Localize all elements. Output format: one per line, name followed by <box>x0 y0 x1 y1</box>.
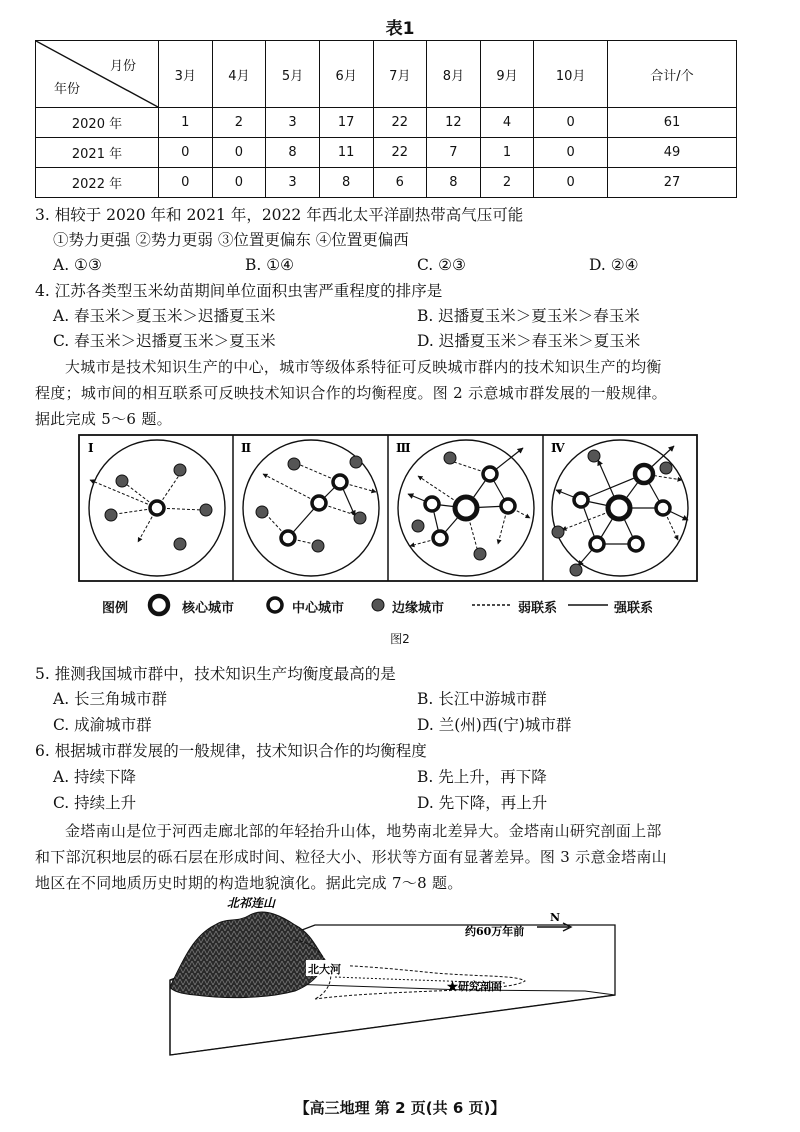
row-year: 2021 年 <box>36 138 159 168</box>
q6-option-d: D. 先下降，再上升 <box>417 794 548 812</box>
river-label: 北大河 <box>308 963 341 976</box>
diagonal-header-cell <box>36 41 159 108</box>
q5-option-d: D. 兰(州)西(宁)城市群 <box>417 716 572 734</box>
legend-strong: 强联系 <box>614 601 654 616</box>
mountain-label: 北祁连山 <box>227 896 276 910</box>
panel-label: I <box>88 441 94 455</box>
col-header: 3月 <box>159 41 213 108</box>
col-header: 7月 <box>373 41 427 108</box>
col-header: 4月 <box>212 41 266 108</box>
q3-stem: 3. 相较于 2020 年和 2021 年，2022 年西北太平洋副热带高气压可能 <box>35 206 524 224</box>
q4-option-c: C. 春玉米＞迟播夏玉米＞夏玉米 <box>53 332 276 350</box>
cell: 0 <box>534 138 608 168</box>
edge-city-icon <box>370 597 386 613</box>
passage1-line3: 据此完成 5～6 题。 <box>35 410 172 428</box>
cell: 4 <box>480 108 534 138</box>
cell: 22 <box>373 138 427 168</box>
legend-edge: 边缘城市 <box>392 601 445 616</box>
page-footer: 【高三地理 第 2 页(共 6 页)】 <box>294 1099 506 1117</box>
cell: 0 <box>534 108 608 138</box>
mountain-shape <box>170 912 324 998</box>
diagonal-line <box>36 41 158 107</box>
panel-label: Ⅳ <box>551 441 565 455</box>
cell: 0 <box>159 138 213 168</box>
table-row <box>36 138 737 168</box>
north-label: N <box>550 911 561 924</box>
table-row <box>36 168 737 198</box>
passage1-line2: 程度；城市间的相互联系可反映技术知识合作的均衡程度。图 2 示意城市群发展的一般规律。 <box>35 384 667 402</box>
q5-stem: 5. 推测我国城市群中，技术知识生产均衡度最高的是 <box>35 665 396 683</box>
table-title: 表1 <box>385 19 415 39</box>
passage2-line3: 地区在不同地质历史时期的构造地貌演化。据此完成 7～8 题。 <box>35 874 463 892</box>
q6-option-c: C. 持续上升 <box>53 794 137 812</box>
legend-weak: 弱联系 <box>518 601 558 616</box>
figure3-block-diagram <box>165 895 645 1085</box>
col-header: 8月 <box>427 41 481 108</box>
core-city-icon <box>146 592 172 618</box>
header-month: 月份 <box>109 59 136 74</box>
cell: 1 <box>480 138 534 168</box>
header-year: 年份 <box>54 82 81 97</box>
cell: 17 <box>319 108 373 138</box>
q4-option-a: A. 春玉米＞夏玉米＞迟播夏玉米 <box>53 307 276 325</box>
cell: 0 <box>534 168 608 198</box>
cell: 2 <box>212 108 266 138</box>
q3-option-b: B. ①④ <box>245 256 295 274</box>
col-header: 9月 <box>480 41 534 108</box>
cell: 8 <box>266 138 320 168</box>
cell: 8 <box>427 168 481 198</box>
q5-option-b: B. 长江中游城市群 <box>417 690 547 708</box>
passage2-line2: 和下部沉积地层的砾石层在形成时间、粒径大小、形状等方面有显著差异。图 3 示意金塔南山 <box>35 848 667 866</box>
cell: 3 <box>266 108 320 138</box>
data-table <box>35 40 737 198</box>
q3-option-c: C. ②③ <box>417 256 466 274</box>
col-header: 6月 <box>319 41 373 108</box>
figure2-legend <box>102 592 722 618</box>
passage2-line1: 金塔南山是位于河西走廊北部的年轻抬升山体，地势南北差异大。金塔南山研究剖面上部 <box>65 822 662 840</box>
legend-center: 中心城市 <box>292 601 345 616</box>
row-year: 2020 年 <box>36 108 159 138</box>
cell: 0 <box>212 138 266 168</box>
panel-label: Ⅱ <box>241 441 252 455</box>
q3-option-d: D. ②④ <box>589 256 639 274</box>
cell: 7 <box>427 138 481 168</box>
cell: 1 <box>159 108 213 138</box>
legend-core: 核心城市 <box>182 601 235 616</box>
q6-stem: 6. 根据城市群发展的一般规律，技术知识合作的均衡程度 <box>35 742 427 760</box>
col-header: 合计/个 <box>608 41 737 108</box>
passage1-line1: 大城市是技术知识生产的中心，城市等级体系特征可反映城市群内的技术知识生产的均衡 <box>65 358 662 376</box>
q4-stem: 4. 江苏各类型玉米幼苗期间单位面积虫害严重程度的排序是 <box>35 282 443 300</box>
cell: 3 <box>266 168 320 198</box>
table-header-row <box>36 41 737 108</box>
cell: 6 <box>373 168 427 198</box>
col-header: 5月 <box>266 41 320 108</box>
cell: 2 <box>480 168 534 198</box>
weak-link-icon <box>472 602 512 608</box>
cell: 22 <box>373 108 427 138</box>
cell: 61 <box>608 108 737 138</box>
q3-statements: ①势力更强 ②势力更弱 ③位置更偏东 ④位置更偏西 <box>53 231 409 249</box>
q6-option-a: A. 持续下降 <box>53 768 137 786</box>
cell: 11 <box>319 138 373 168</box>
q4-option-b: B. 迟播夏玉米＞夏玉米＞春玉米 <box>417 307 640 325</box>
col-header: 10月 <box>534 41 608 108</box>
figure2-caption: 图2 <box>390 632 410 646</box>
strong-link-icon <box>568 602 608 608</box>
cell: 12 <box>427 108 481 138</box>
q6-option-b: B. 先上升，再下降 <box>417 768 547 786</box>
q3-option-a: A. ①③ <box>53 256 102 274</box>
figure2-city-network <box>78 434 698 582</box>
q5-option-a: A. 长三角城市群 <box>53 690 168 708</box>
row-year: 2022 年 <box>36 168 159 198</box>
cell: 49 <box>608 138 737 168</box>
table-row <box>36 108 737 138</box>
q4-option-d: D. 迟播夏玉米＞春玉米＞夏玉米 <box>417 332 641 350</box>
q5-option-c: C. 成渝城市群 <box>53 716 152 734</box>
time-label: 约60万年前 <box>465 925 525 938</box>
cell: 27 <box>608 168 737 198</box>
panel-label: Ⅲ <box>396 441 411 455</box>
center-city-icon <box>264 594 286 616</box>
cell: 0 <box>159 168 213 198</box>
legend-title: 图例 <box>102 601 129 616</box>
section-label: ★研究剖面 <box>447 980 502 993</box>
cell: 8 <box>319 168 373 198</box>
cell: 0 <box>212 168 266 198</box>
